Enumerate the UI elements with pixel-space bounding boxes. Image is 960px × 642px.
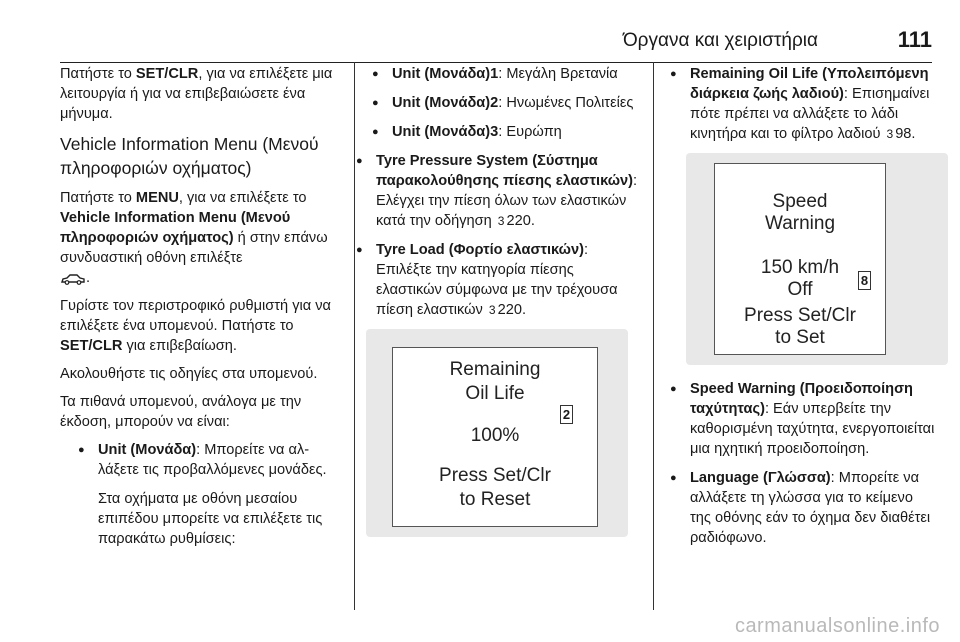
page-ref: 220. bbox=[497, 302, 526, 318]
section-heading: Vehicle Information Menu (Μενού πληροφοριών οχήματος) bbox=[60, 134, 319, 178]
menu-name: Vehicle Information Menu (Μενού πληροφοριών οχήματος) bbox=[60, 210, 291, 246]
list-item: ● Speed Warning (Προειδοποίηση ταχύτητας): Εάν υπερβείτε την καθορισμένη ταχύτητα, ενεργοποιείται μια ηχητική προειδοποίηση. bbox=[668, 379, 936, 459]
list-item: ● Tyre Load (Φορτίο ελαστικών): Επιλέξτε την κατηγορία πίεσης ελαστικών σύμφωνα με την τρέχουσα πίεση ελαστικών 3 220. bbox=[354, 240, 638, 320]
car-icon bbox=[60, 273, 86, 285]
column-right bbox=[668, 64, 936, 557]
instructions-paragraph: Ακολουθήστε τις οδηγίες στα υπομενού. bbox=[60, 366, 318, 382]
page-number: 111 bbox=[897, 27, 932, 52]
display-oil-life: Remaining Oil Life 100% Press Set/Clr to Reset 2 bbox=[366, 329, 628, 537]
page-header bbox=[60, 22, 932, 63]
rotary-paragraph: Γυρίστε τον περιστροφικό ρυθμιστή για να επιλέξετε ένα υπομενού. Πατήστε το SET/CLR για επιβεβαίωση. bbox=[60, 298, 331, 354]
list-item: ● Language (Γλώσσα): Μπορείτε να αλλάξετε τη γλώσσα για το κείμενο της οθόνης εάν το όχημα δεν διαθέτει ραδιόφωνο. bbox=[668, 468, 936, 548]
display-speed-warning: Speed Warning 150 km/h Off Press Set/Clr to Set 8 bbox=[686, 153, 948, 365]
list-item: ● Unit (Μονάδα)3: Ευρώπη bbox=[370, 122, 638, 142]
header-title: Όργανα και χειριστήρια bbox=[622, 30, 818, 51]
column-middle bbox=[370, 64, 638, 551]
page-ref-arrow-icon: 3 bbox=[886, 127, 894, 141]
list-item: ● Unit (Μονάδα): Μπορείτε να αλλάξετε τις προβαλλόμενες μονάδες. bbox=[76, 440, 343, 480]
menu-paragraph: Πατήστε το MENU, για να επιλέξετε το Vehicle Information Menu (Μενού πληροφοριών οχήματος) ή στην επάνω συνδυαστική οθόνη επιλέξτε . bbox=[60, 190, 328, 286]
intro-paragraph: Πατήστε το SET/CLR, για να επιλέξετε μια λειτουργία ή για να επιβεβαιώσετε ένα μήνυμα. bbox=[60, 66, 333, 122]
key-set-clr: SET/CLR bbox=[135, 66, 199, 82]
list-item: ● Tyre Pressure System (Σύστημα παρακολούθησης πίεσης ελαστικών): Ελέγχει την πίεση όλων των ελαστικών κατά την οδήγηση 3 220. bbox=[354, 151, 638, 231]
page-ref: 220. bbox=[506, 213, 535, 229]
column-left bbox=[60, 64, 343, 558]
list-item: ● Remaining Oil Life (Υπολειπόμενη διάρκεια ζωής λαδιού): Επισημαίνει πότε πρέπει να αλλάξετε το λάδι κινητήρα και το φίλτρο λαδιού 3 98. bbox=[668, 64, 936, 144]
column-divider bbox=[354, 62, 355, 610]
submenus-paragraph: Τα πιθανά υπομενού, ανάλογα με την έκδοση, μπορούν να είναι: bbox=[60, 394, 302, 430]
page-ref-arrow-icon: 3 bbox=[488, 303, 496, 317]
key-menu: MENU bbox=[135, 190, 179, 206]
display-page-badge: 8 bbox=[858, 271, 871, 290]
page-ref: 98. bbox=[895, 126, 916, 142]
column-divider bbox=[653, 62, 654, 610]
list-item: ● Unit (Μονάδα)1: Μεγάλη Βρετανία bbox=[370, 64, 638, 84]
list-item: ● Unit (Μονάδα)2: Ηνωμένες Πολιτείες bbox=[370, 93, 638, 113]
display-page-badge: 2 bbox=[560, 405, 573, 424]
sub-paragraph: Στα οχήματα με οθόνη μεσαίου επιπέδου μπορείτε να επιλέξετε τις παρακάτω ρυθμίσεις: bbox=[98, 491, 323, 547]
page-ref-arrow-icon: 3 bbox=[497, 214, 505, 228]
watermark: carmanualsonline.info bbox=[734, 615, 940, 637]
key-set-clr: SET/CLR bbox=[60, 338, 123, 354]
